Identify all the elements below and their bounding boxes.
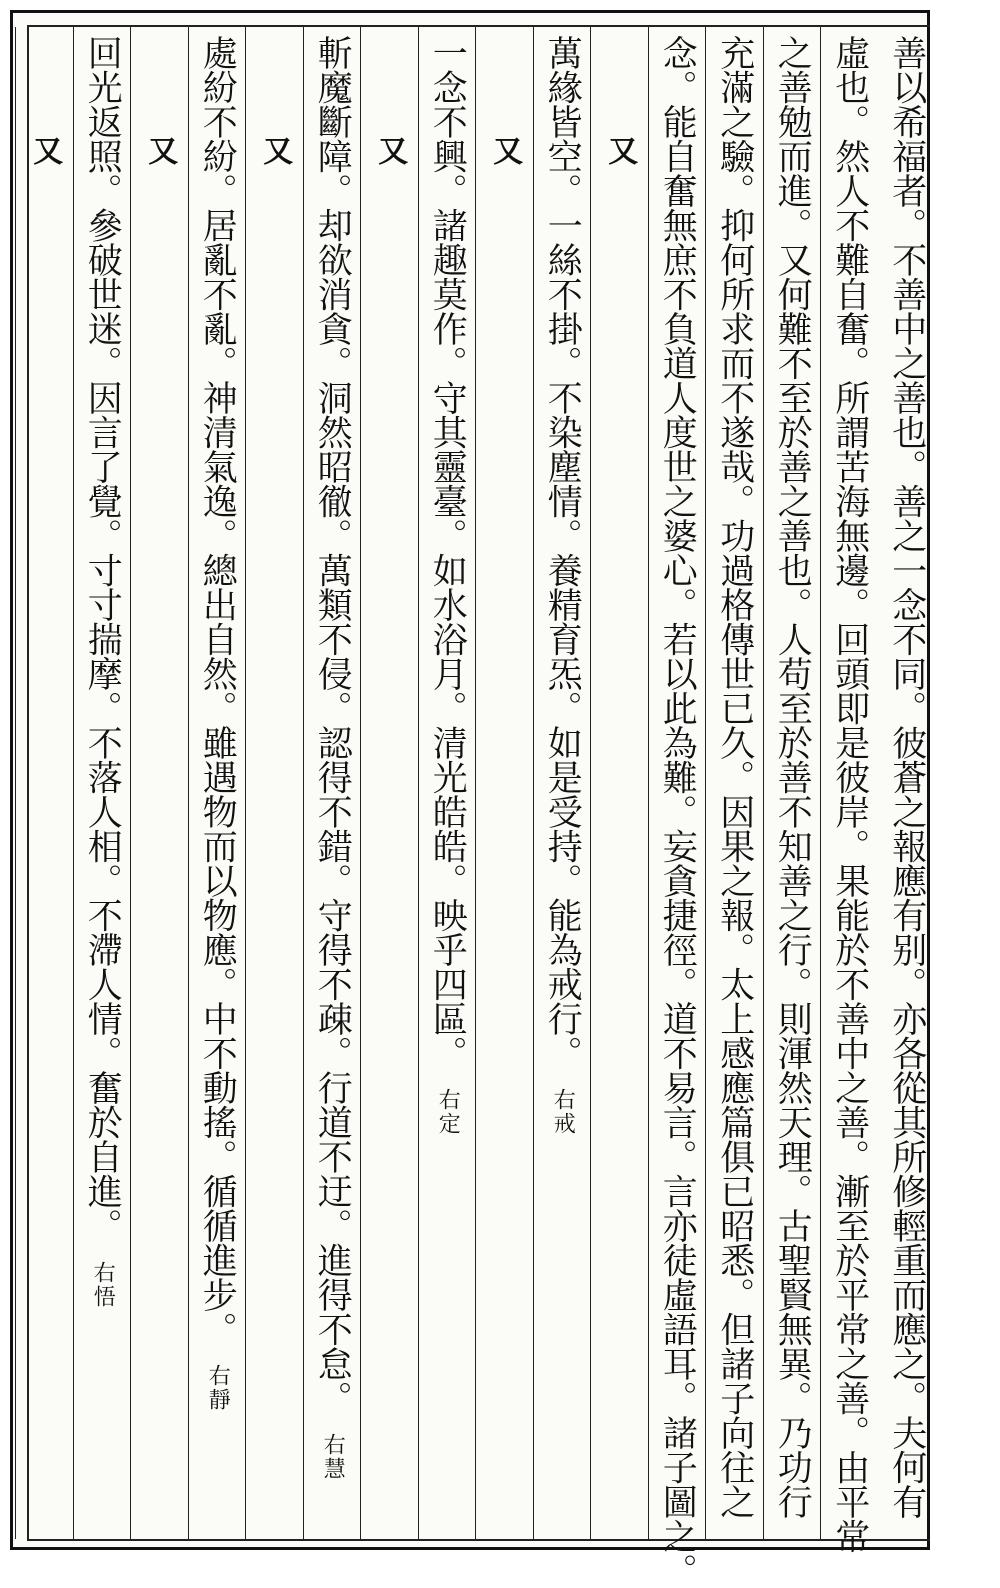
verse-text: 念。能自奮無庶不負道人度世之婆心。若以此為難。妄貪捷徑。道不易言。言亦徒虛語耳。諸子圖之。 <box>657 35 698 1588</box>
text-column <box>73 27 131 1539</box>
column-heading <box>360 27 418 1539</box>
section-note: 右慧 <box>320 1433 346 1481</box>
you-heading: 又 <box>142 135 178 165</box>
column-text <box>886 35 927 1519</box>
text-column <box>878 27 936 1539</box>
column-text <box>197 35 238 1412</box>
verse-text: 之善勉而進。又何難不至於善之善也。人苟至於善不知善之行。則渾然天理。古聖賢無異。乃功行 <box>772 35 813 1519</box>
text-frame <box>27 25 930 1588</box>
column-text <box>829 35 870 1553</box>
column-heading <box>15 27 73 1539</box>
verse-text: 回光返照。參破世迷。因言了覺。寸寸揣摩。不落人相。不滯人情。奮於自進。 <box>82 35 123 1243</box>
book-page <box>10 10 930 1588</box>
you-heading: 又 <box>257 135 293 165</box>
column-text <box>772 35 813 1519</box>
column-text <box>82 35 123 1309</box>
text-column <box>648 27 706 1588</box>
column-text <box>714 35 755 1519</box>
verse-text: 處紛不紛。居亂不亂。神清氣逸。總出自然。雖遇物而以物應。中不動搖。循循進步。 <box>197 35 238 1346</box>
column-text <box>312 35 353 1481</box>
column-text <box>657 35 698 1588</box>
text-column <box>533 27 591 1539</box>
verse-text: 善以希福者。不善中之善也。善之一念不同。彼蒼之報應有别。亦各從其所修輕重而應之。夫何有 <box>886 35 927 1519</box>
you-heading: 又 <box>27 135 63 165</box>
column-heading <box>590 27 648 1539</box>
verse-text: 一念不興。諸趣莫作。守其靈臺。如水浴月。清光皓皓。映乎四區。 <box>427 35 468 1070</box>
text-column <box>763 27 821 1539</box>
you-heading: 又 <box>487 135 523 165</box>
column-heading <box>475 27 533 1539</box>
column-text <box>427 35 468 1136</box>
section-note: 右靜 <box>205 1364 231 1412</box>
you-heading: 又 <box>602 135 638 165</box>
column-heading <box>245 27 303 1539</box>
text-column <box>188 27 246 1539</box>
text-column <box>820 27 878 1553</box>
section-note: 右定 <box>435 1088 461 1136</box>
verse-text: 萬緣皆空。一絲不掛。不染塵情。養精育炁。如是受持。能為戒行。 <box>542 35 583 1070</box>
column-heading <box>130 27 188 1539</box>
you-heading: 又 <box>372 135 408 165</box>
column-text <box>542 35 583 1136</box>
text-column <box>303 27 361 1539</box>
verse-text: 斬魔斷障。却欲消貪。洞然昭徹。萬類不侵。認得不錯。守得不疎。行道不迂。進得不怠。 <box>312 35 353 1415</box>
text-column <box>705 27 763 1539</box>
page-margin <box>935 0 1000 1555</box>
verse-text: 充滿之驗。抑何所求而不遂哉。功過格傳世已久。因果之報。太上感應篇俱已昭悉。但諸子向往之 <box>714 35 755 1519</box>
section-note: 右悟 <box>90 1260 116 1309</box>
section-note: 右戒 <box>550 1088 576 1136</box>
text-column <box>418 27 476 1539</box>
verse-text: 虛也。然人不難自奮。所謂苦海無邊。回頭即是彼岸。果能於不善中之善。漸至於平常之善。由平常 <box>829 35 870 1553</box>
